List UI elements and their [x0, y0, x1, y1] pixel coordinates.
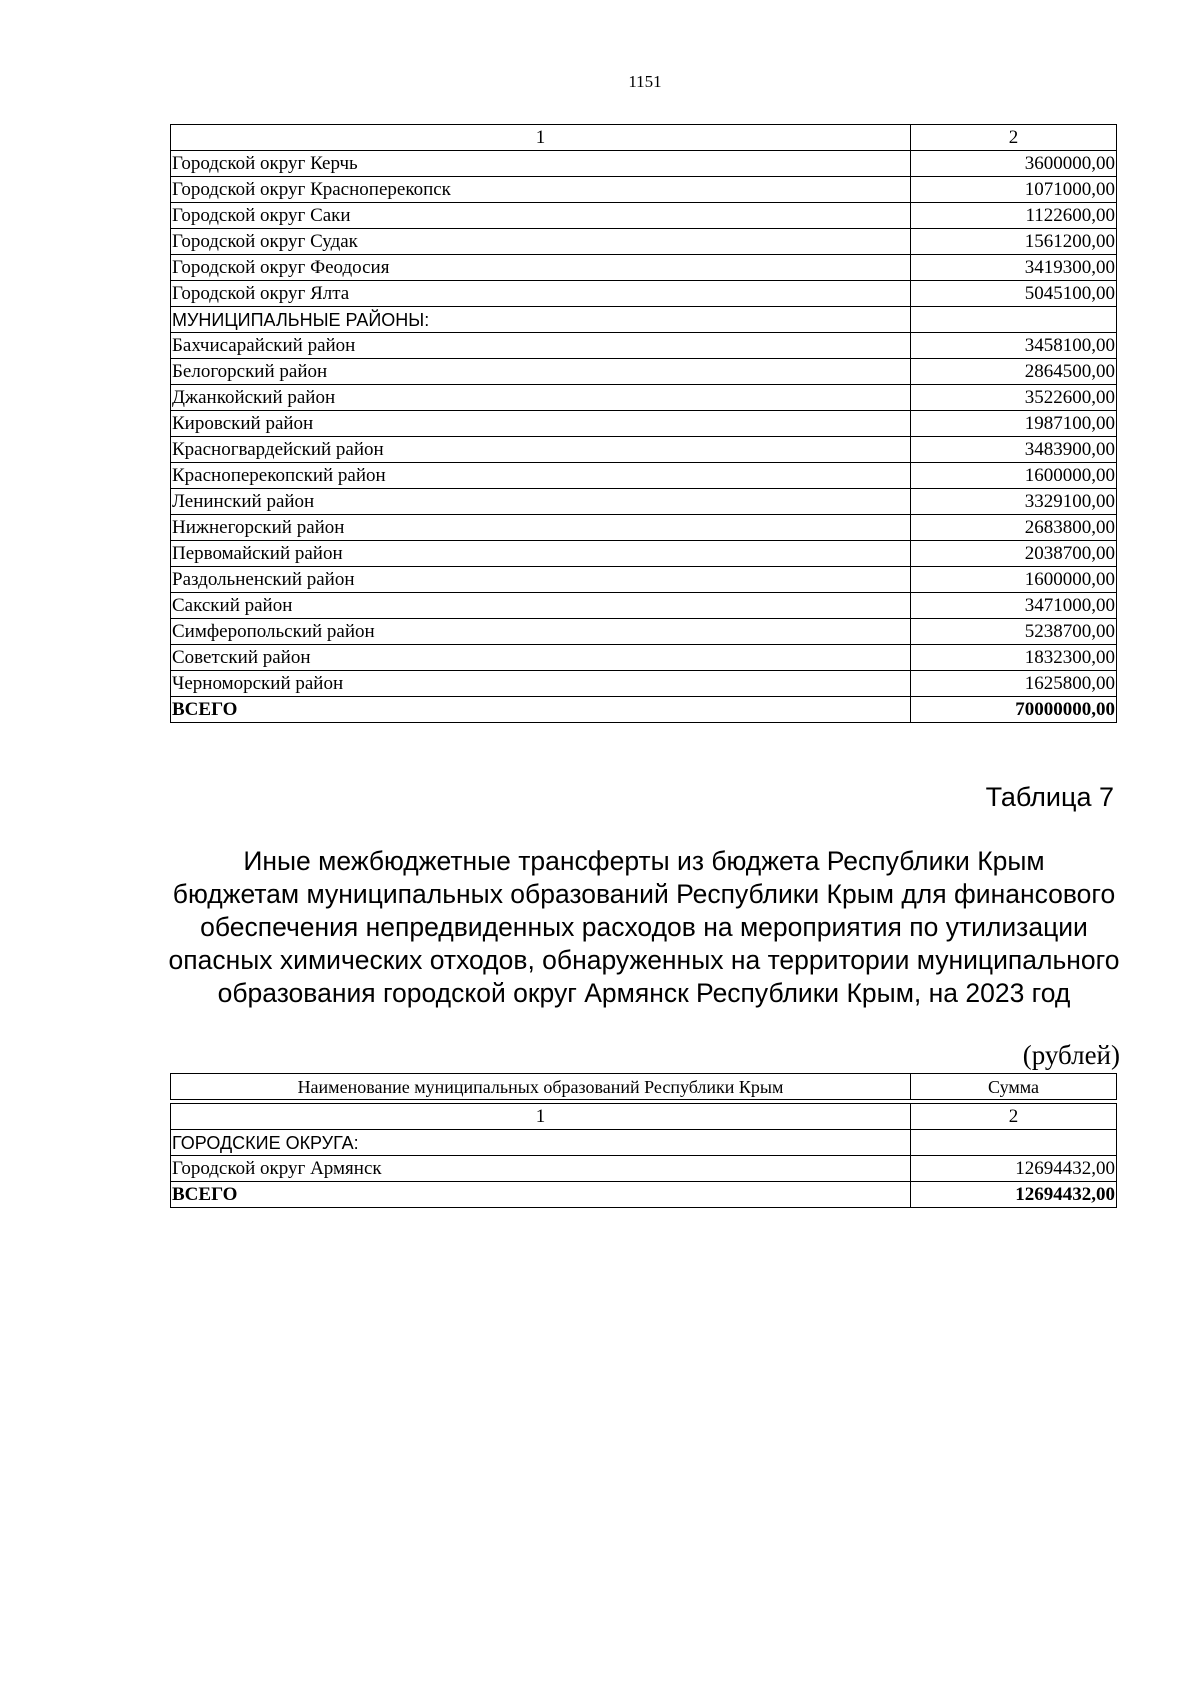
- name-cell: Красногвардейский район: [171, 437, 911, 463]
- name-cell: Советский район: [171, 645, 911, 671]
- value-cell: [911, 1130, 1117, 1156]
- table-title: [130, 845, 1158, 1010]
- name-cell: Городской округ Судак: [171, 229, 911, 255]
- column-number-row: [171, 1104, 1117, 1130]
- allocation-table-continued: [170, 124, 1117, 723]
- table-title-line: образования городской округ Армянск Республики Крым, на 2023 год: [217, 978, 1071, 1008]
- name-cell: Городской округ Ялта: [171, 281, 911, 307]
- value-cell: 3600000,00: [911, 151, 1117, 177]
- name-cell: Городской округ Красноперекопск: [171, 177, 911, 203]
- header-row: [171, 1074, 1117, 1100]
- value-cell: 3458100,00: [911, 333, 1117, 359]
- total-row: [171, 1182, 1117, 1208]
- table-row: [171, 281, 1117, 307]
- name-cell: Сакский район: [171, 593, 911, 619]
- value-cell: 1071000,00: [911, 177, 1117, 203]
- page-number: 1151: [628, 72, 662, 91]
- table-row: [171, 177, 1117, 203]
- table-row: [171, 359, 1117, 385]
- table-label: Таблица 7: [985, 782, 1114, 812]
- table-row: [171, 671, 1117, 697]
- value-cell: 1625800,00: [911, 671, 1117, 697]
- value-cell: 5238700,00: [911, 619, 1117, 645]
- table-row: [171, 567, 1117, 593]
- value-cell: 1600000,00: [911, 463, 1117, 489]
- name-cell: Раздольненский район: [171, 567, 911, 593]
- name-cell: Джанкойский район: [171, 385, 911, 411]
- table-row: [171, 515, 1117, 541]
- table-row: [171, 541, 1117, 567]
- header-name: Наименование муниципальных образований Республики Крым: [171, 1074, 911, 1100]
- value-cell: [911, 307, 1117, 333]
- table-row: [171, 463, 1117, 489]
- value-cell: 3471000,00: [911, 593, 1117, 619]
- table-title-line: бюджетам муниципальных образований Республики Крым для финансового: [172, 879, 1116, 909]
- value-cell: 5045100,00: [911, 281, 1117, 307]
- table-title-line: опасных химических отходов, обнаруженных на территории муниципального: [168, 945, 1120, 975]
- section-header-cell: ГОРОДСКИЕ ОКРУГА:: [171, 1130, 911, 1156]
- column-number-row: [171, 125, 1117, 151]
- table-row: [171, 619, 1117, 645]
- header-sum: Сумма: [911, 1074, 1117, 1100]
- name-cell: Бахчисарайский район: [171, 333, 911, 359]
- table7: [170, 1103, 1117, 1208]
- table-row: [171, 645, 1117, 671]
- table-row: [171, 593, 1117, 619]
- value-cell: 2864500,00: [911, 359, 1117, 385]
- total-value: 12694432,00: [911, 1182, 1117, 1208]
- table7-header: [170, 1073, 1117, 1100]
- column-number-2: 2: [911, 125, 1117, 151]
- column-number-1: 1: [171, 1104, 911, 1130]
- table-row: [171, 229, 1117, 255]
- section-header-cell: МУНИЦИПАЛЬНЫЕ РАЙОНЫ:: [171, 307, 911, 333]
- table-title-line: обеспечения непредвиденных расходов на мероприятия по утилизации: [200, 912, 1088, 942]
- value-cell: 3419300,00: [911, 255, 1117, 281]
- table-title-line: Иные межбюджетные трансферты из бюджета Республики Крым: [243, 846, 1045, 876]
- table-row: [171, 1130, 1117, 1156]
- name-cell: Симферопольский район: [171, 619, 911, 645]
- column-number-1: 1: [171, 125, 911, 151]
- table-row: [171, 255, 1117, 281]
- value-cell: 1832300,00: [911, 645, 1117, 671]
- name-cell: Городской округ Армянск: [171, 1156, 911, 1182]
- table-row: [171, 203, 1117, 229]
- total-value: 70000000,00: [911, 697, 1117, 723]
- name-cell: Белогорский район: [171, 359, 911, 385]
- name-cell: Городской округ Керчь: [171, 151, 911, 177]
- total-label: ВСЕГО: [171, 1182, 911, 1208]
- name-cell: Кировский район: [171, 411, 911, 437]
- table-row: [171, 151, 1117, 177]
- value-cell: 12694432,00: [911, 1156, 1117, 1182]
- value-cell: 3483900,00: [911, 437, 1117, 463]
- table-row: [171, 437, 1117, 463]
- column-number-2: 2: [911, 1104, 1117, 1130]
- value-cell: 2683800,00: [911, 515, 1117, 541]
- total-row: [171, 697, 1117, 723]
- name-cell: Первомайский район: [171, 541, 911, 567]
- table-row: [171, 307, 1117, 333]
- table-row: [171, 385, 1117, 411]
- total-label: ВСЕГО: [171, 697, 911, 723]
- value-cell: 1122600,00: [911, 203, 1117, 229]
- name-cell: Красноперекопский район: [171, 463, 911, 489]
- value-cell: 2038700,00: [911, 541, 1117, 567]
- table-row: [171, 333, 1117, 359]
- table-row: [171, 489, 1117, 515]
- name-cell: Городской округ Феодосия: [171, 255, 911, 281]
- value-cell: 1987100,00: [911, 411, 1117, 437]
- units-label: (рублей): [1022, 1040, 1120, 1070]
- name-cell: Нижнегорский район: [171, 515, 911, 541]
- value-cell: 3522600,00: [911, 385, 1117, 411]
- name-cell: Городской округ Саки: [171, 203, 911, 229]
- name-cell: Черноморский район: [171, 671, 911, 697]
- value-cell: 1561200,00: [911, 229, 1117, 255]
- name-cell: Ленинский район: [171, 489, 911, 515]
- value-cell: 3329100,00: [911, 489, 1117, 515]
- table-row: [171, 411, 1117, 437]
- table-row: [171, 1156, 1117, 1182]
- value-cell: 1600000,00: [911, 567, 1117, 593]
